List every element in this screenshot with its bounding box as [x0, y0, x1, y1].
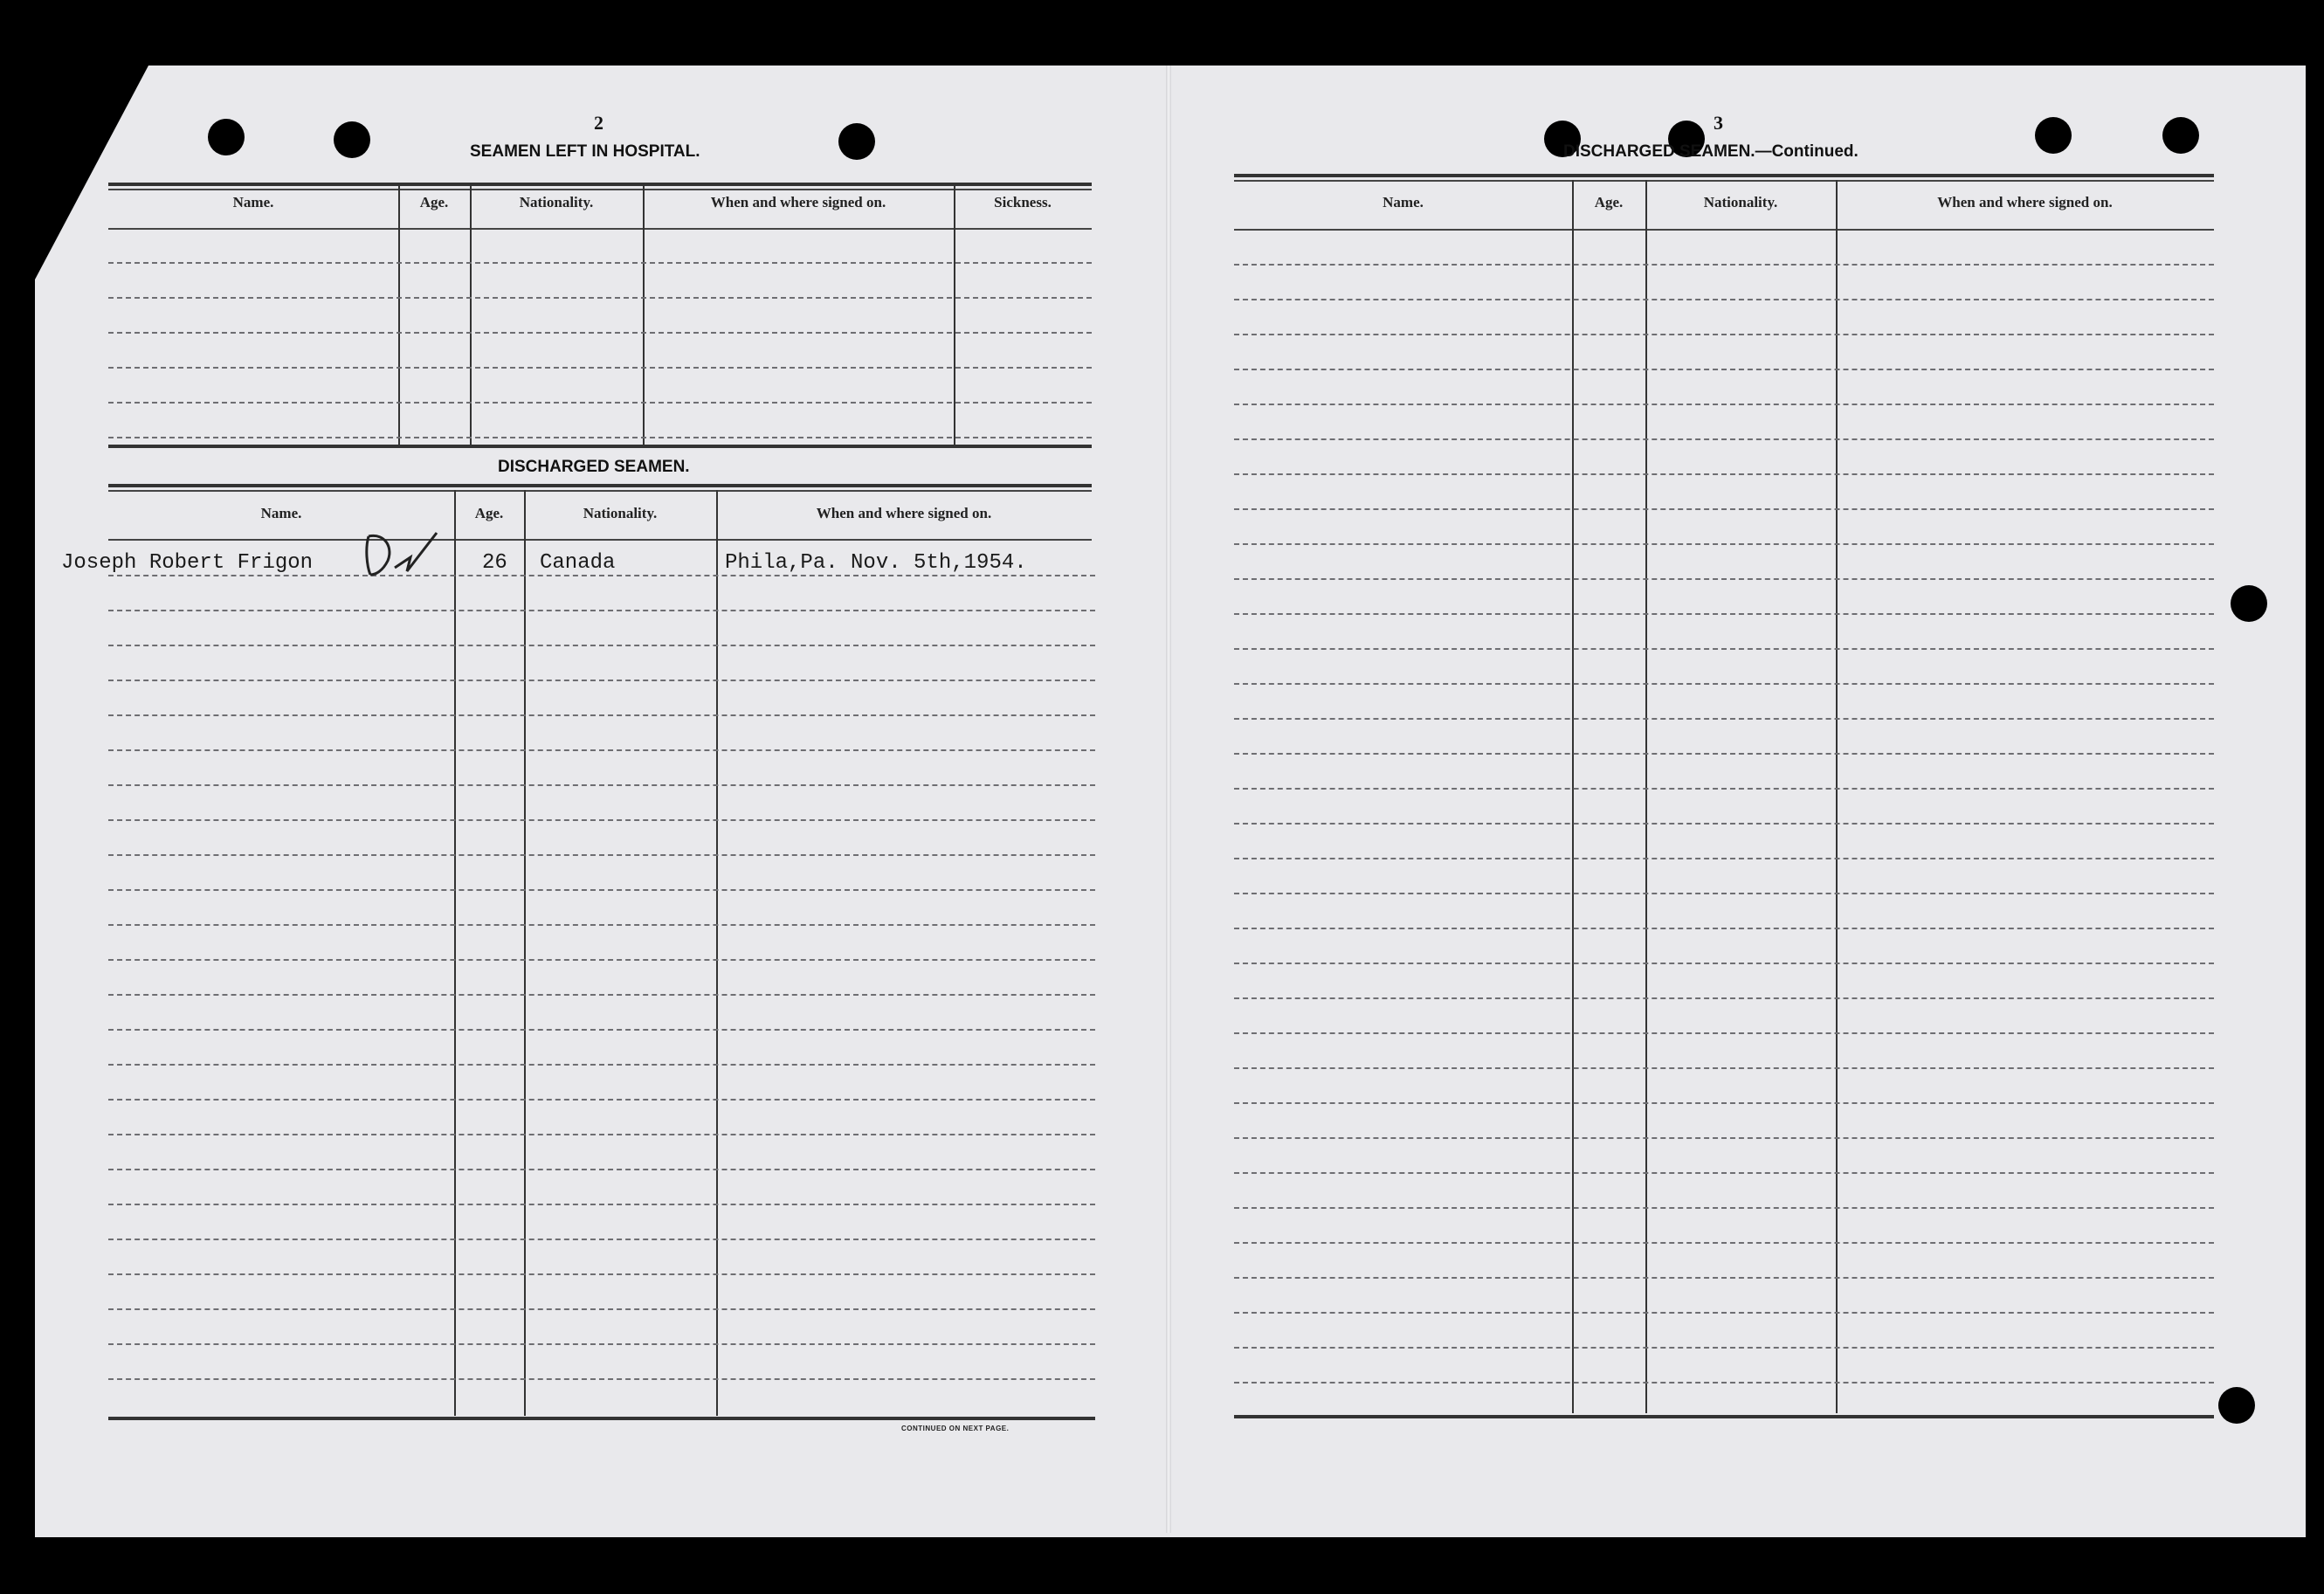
seaman-nationality: Canada — [540, 551, 616, 575]
ruling-line — [1234, 1312, 2214, 1314]
col-header-name: Name. — [1383, 194, 1424, 210]
col-header-nationality: Nationality. — [583, 505, 658, 521]
seaman-name: Joseph Robert Frigon — [61, 551, 314, 575]
col-header-signed-on: When and where signed on. — [816, 505, 992, 521]
ruling-line — [1234, 1242, 2214, 1244]
col-header-name: Name. — [260, 505, 302, 521]
ruling-line — [1234, 1207, 2214, 1209]
ruling-line — [1234, 578, 2214, 580]
ruling-line — [1234, 1102, 2214, 1104]
col-header-age: Age. — [474, 505, 504, 521]
ruling-line — [1234, 543, 2214, 545]
ruling-line — [1234, 718, 2214, 720]
ruling-line — [1234, 893, 2214, 894]
continued-footer: CONTINUED ON NEXT PAGE. — [901, 1425, 1010, 1432]
col-header-name: Name. — [232, 194, 274, 210]
ruling-line — [1234, 963, 2214, 964]
hospital-title: SEAMEN LEFT IN HOSPITAL. — [470, 142, 700, 161]
ruling-line — [1234, 264, 2214, 266]
seaman-age: 26 — [482, 551, 507, 575]
ruling-line — [1234, 997, 2214, 999]
ruling-line — [1234, 369, 2214, 370]
ruling-line — [1234, 1032, 2214, 1034]
ruling-line — [1234, 788, 2214, 790]
col-header-signed-on: When and where signed on. — [1937, 194, 2113, 210]
ruling-line — [1234, 928, 2214, 929]
col-header-nationality: Nationality. — [1703, 194, 1778, 210]
ruling-line — [1234, 473, 2214, 475]
ruling-line — [1234, 404, 2214, 405]
ruling-line — [1234, 613, 2214, 615]
col-header-nationality: Nationality. — [519, 194, 594, 210]
ruling-line — [1234, 1137, 2214, 1139]
ruling-line — [1234, 648, 2214, 650]
col-header-age: Age. — [419, 194, 449, 210]
col-header-sickness: Sickness. — [994, 194, 1052, 210]
col-header-signed-on: When and where signed on. — [710, 194, 886, 210]
ruling-line — [1234, 1172, 2214, 1174]
discharged-title: DISCHARGED SEAMEN. — [498, 458, 690, 476]
ruling-line — [1234, 438, 2214, 440]
ruling-line — [1234, 334, 2214, 335]
ruling-line — [1234, 823, 2214, 825]
col-header-age: Age. — [1594, 194, 1624, 210]
ruling-line — [1234, 683, 2214, 685]
ruling-line — [1234, 858, 2214, 859]
page-number: 2 — [594, 112, 603, 134]
ruling-line — [1234, 299, 2214, 300]
seaman-signed-on: Phila,Pa. Nov. 5th,1954. — [725, 551, 1027, 575]
ruling-line — [1234, 1277, 2214, 1279]
ruling-line — [1234, 1382, 2214, 1384]
discharged-continued-title: DISCHARGED SEAMEN.—Continued. — [1563, 142, 1859, 161]
ruling-line — [1234, 508, 2214, 510]
ruling-line — [1234, 753, 2214, 755]
ruling-line — [1234, 1067, 2214, 1069]
ruling-line — [1234, 1347, 2214, 1349]
page-number: 3 — [1714, 112, 1723, 134]
